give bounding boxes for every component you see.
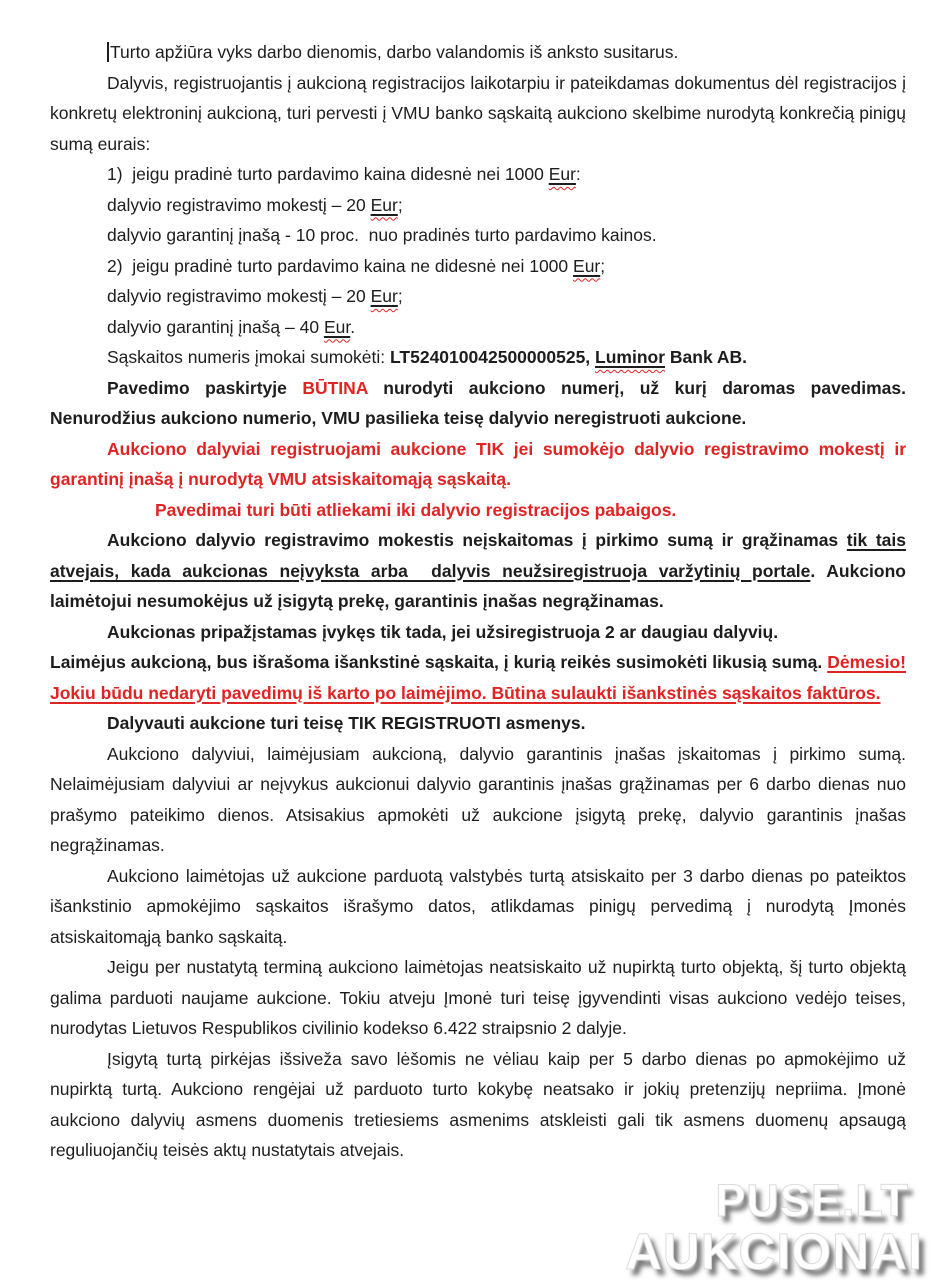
paragraph <box>50 37 906 68</box>
text-run: Aukciono dalyvio registravimo mokestis neįskaitomas į pirkimo sumą ir grąžinamas <box>107 530 847 550</box>
text-run: 1) jeigu pradinė turto pardavimo kaina didesnė nei 1000 <box>107 164 549 184</box>
text-run: Turto apžiūra vyks darbo dienomis, darbo valandomis iš anksto susitarus. <box>110 42 679 62</box>
text-run: dalyvio garantinį įnašą – 40 <box>107 316 324 337</box>
paragraph <box>50 312 906 343</box>
paragraph <box>50 739 906 861</box>
text-run: . <box>350 316 356 337</box>
text-run: ; <box>397 194 403 215</box>
paragraph <box>50 251 906 282</box>
paragraph <box>50 190 906 221</box>
text-run <box>595 347 665 367</box>
text-run: Sąskaitos numeris įmokai sumokėti: <box>107 347 391 367</box>
text-run: : <box>575 164 581 184</box>
text-run: Aukcionas pripažįstamas įvykęs tik tada, jei užsiregistruoja 2 ar daugiau dalyvių. <box>107 621 779 642</box>
spellcheck-squiggle: Eur <box>548 164 576 184</box>
text-run: Dėmesio! Jokiu būdu nedaryti pavedimų iš karto po laimėjimo. Būtina sulaukti išankstinės sąskaitos faktūros. <box>50 652 906 703</box>
text-run: Pavedimai turi būti atliekami iki dalyvio registracijos pabaigos. <box>155 499 677 520</box>
spellcheck-squiggle: Luminor <box>595 347 666 367</box>
text-cursor <box>107 42 109 62</box>
paragraph <box>50 617 906 648</box>
text-run: ; <box>397 286 403 306</box>
text-run: 2) jeigu pradinė turto pardavimo kaina ne didesnė nei 1000 <box>107 255 574 276</box>
text-run: tik tais atvejais, kada aukcionas neįvyksta arba dalyvis neužsiregistruoja varžytinių portale <box>50 530 906 581</box>
paragraph <box>50 952 906 1044</box>
text-run: nurodyti aukciono numerį, už kurį daromas pavedimas. Nenurodžius aukciono numerio, VMU pasilieka teisę dalyvio neregistruoti aukcione. <box>50 377 906 428</box>
text-run: Jeigu per nustatytą terminą aukciono laimėtojas neatsiskaito už nupirktą turto objektą, šį turto objektą galima parduoti naujame aukcione. Tokiu atveju Įmonė turi teisę įgyvendinti visas aukciono vedėjo teises, nurodytas Lietuvos Respublikos civilinio kodekso 6.422 straipsnio 2 dalyje. <box>50 957 906 1038</box>
text-run: Įsigytą turtą pirkėjas išsiveža savo lėšomis ne vėliau kaip per 5 darbo dienas po apmokėjimo už nupirktą turtą. Aukciono rengėjai už parduoto turto kokybę neatsako ir jokių pretenzijų nepriima. Įmonė aukciono dalyvių asmens duomenis tretiesiems asmenims atskleisti gali tik asmens duomenų apsaugą reguliuojančių teisės aktų nustatytais atvejais. <box>50 1048 906 1160</box>
text-run: Aukciono laimėtojas už aukcione parduotą valstybės turtą atsiskaito per 3 darbo dienas po pateiktos išankstinio apmokėjimo sąskaitos išrašymo datos, atlikdamas pinigų pervedimą į nurodytą Įmonės atsiskaitomąją banko sąskaitą. <box>50 865 906 947</box>
text-run <box>324 317 350 337</box>
watermark-brand-text: PUSE.LT <box>715 1175 909 1227</box>
paragraph <box>50 68 906 160</box>
text-run: LT524010042500000525, <box>390 347 596 367</box>
text-run <box>371 195 398 215</box>
paragraph <box>50 159 906 190</box>
document-content <box>50 37 906 1166</box>
text-run: dalyvio registravimo mokestį – 20 <box>107 194 371 215</box>
watermark-subtitle-text: AUKCIONAI <box>625 1222 923 1280</box>
paragraph <box>50 220 906 251</box>
watermark <box>625 1175 923 1280</box>
paragraph <box>50 495 906 526</box>
text-run: ; <box>600 255 606 276</box>
text-run: Pavedimo paskirtyje <box>107 377 303 398</box>
paragraph <box>50 525 906 617</box>
text-run: BŪTINA <box>302 377 368 398</box>
text-run: Bank AB. <box>665 347 748 367</box>
text-run: Aukciono dalyviai registruojami aukcione TIK jei sumokėjo dalyvio registravimo mokestį ir garantinį įnašą į nurodytą VMU atsiskaitomąją sąskaitą. <box>50 438 906 489</box>
paragraph <box>50 434 906 495</box>
text-run: dalyvio registravimo mokestį – 20 <box>107 286 371 306</box>
spellcheck-squiggle: Eur <box>573 255 601 276</box>
text-run: Dalyvauti aukcione turi teisę TIK REGISTRUOTI asmenys. <box>107 713 586 733</box>
text-run: Laimėjus aukcioną, bus išrašoma išankstinė sąskaita, į kurią reikės susimokėti likusią sumą. <box>50 652 828 672</box>
spellcheck-squiggle: Eur <box>323 316 351 337</box>
spellcheck-squiggle: Eur <box>370 286 398 306</box>
paragraph <box>50 861 906 953</box>
paragraph <box>50 373 906 434</box>
paragraph <box>50 1044 906 1166</box>
text-run: . Aukciono laimėtojui nesumokėjus už įsigytą prekę, garantinis įnašas negrąžinamas. <box>50 560 906 611</box>
text-run: dalyvio garantinį įnašą - 10 proc. nuo pradinės turto pardavimo kainos. <box>107 225 657 245</box>
text-run <box>371 286 398 306</box>
text-run: Dalyvis, registruojantis į aukcioną registracijos laikotarpiu ir pateikdamas dokumentus dėl registracijos į konkretų elektroninį aukcioną, turi pervesti į VMU banko sąskaitą aukciono skelbime nurodytą konkrečią pinigų sumą eurais: <box>50 72 906 154</box>
text-run: Aukciono dalyviui, laimėjusiam aukcioną, dalyvio garantinis įnašas įskaitomas į pirkimo sumą. Nelaimėjusiam dalyviui ar neįvykus aukcionui dalyvio garantinis įnašas grąžinamas per 6 darbo dienas nuo prašymo pateikimo dienos. Atsisakius apmokėti už aukcione įsigytą prekę, dalyvio garantinis įnašas negrąžinamas. <box>50 743 906 855</box>
paragraph <box>50 647 906 708</box>
text-run <box>573 256 600 276</box>
paragraph <box>50 708 906 739</box>
paragraph <box>50 281 906 312</box>
text-run <box>549 164 576 184</box>
paragraph <box>50 342 906 373</box>
spellcheck-squiggle: Eur <box>370 194 398 215</box>
